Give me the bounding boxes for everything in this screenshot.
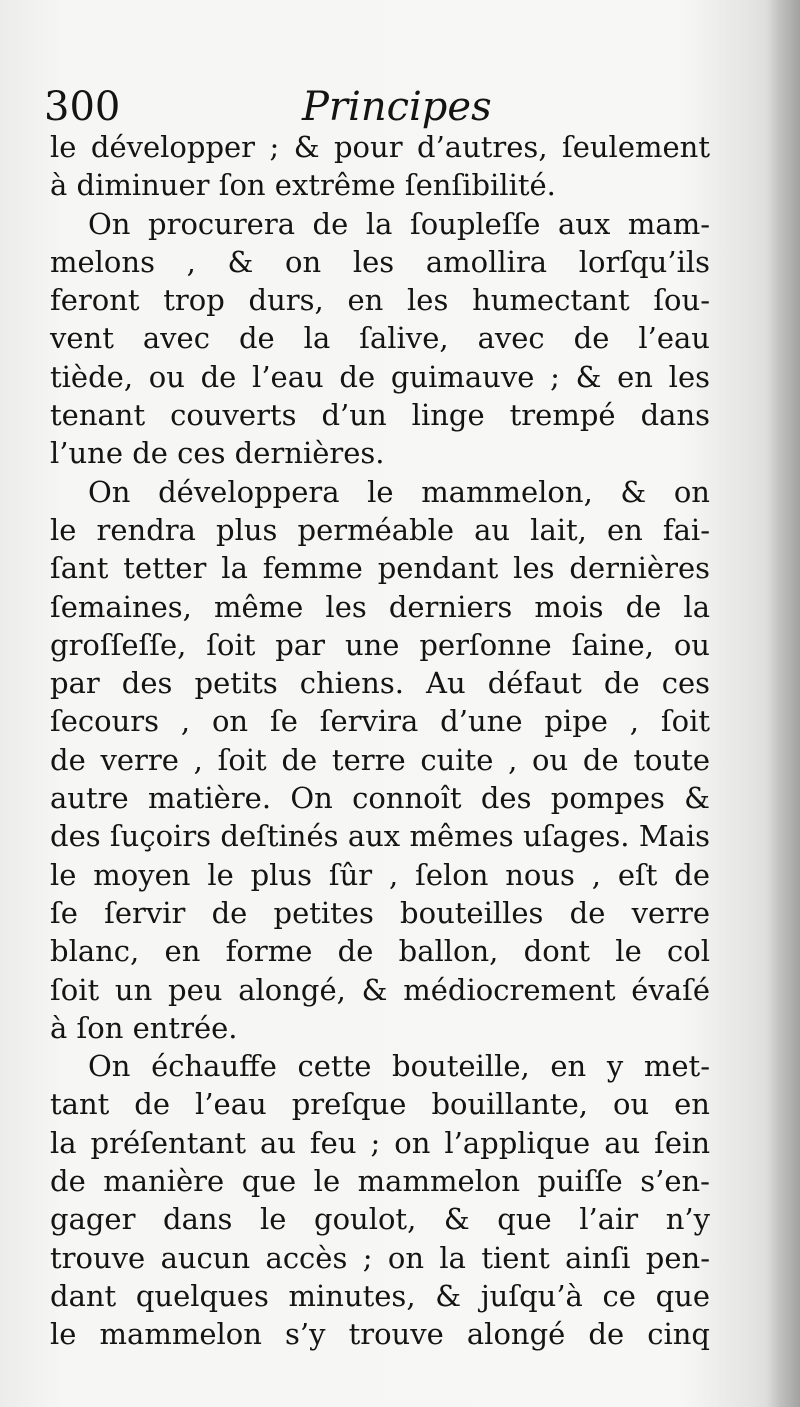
text-line: On développera le mammelon, & on bbox=[88, 474, 710, 509]
text-line: des ſuçoirs deſtinés aux mêmes uſages. Mais bbox=[50, 819, 710, 854]
text-line: dant quelques minutes, & juſqu’à ce que bbox=[50, 1278, 710, 1313]
text-line: On procurera de la ſoupleſſe aux mam- bbox=[88, 206, 710, 241]
text-line: le mammelon s’y trouve alongé de cinq bbox=[50, 1317, 710, 1352]
text-line: ſecours , on ſe ſervira d’une pipe , ſoit bbox=[50, 704, 710, 739]
text-line: ſe ſervir de petites bouteilles de verre bbox=[50, 895, 710, 930]
text-line: de verre , ſoit de terre cuite , ou de toute bbox=[50, 742, 710, 777]
text-line: tiède, ou de l’eau de guimauve ; & en les bbox=[50, 359, 710, 394]
text-line: le moyen le plus ſûr , ſelon nous , eſt de bbox=[50, 857, 710, 892]
text-line: le développer ; & pour d’autres, ſeulement bbox=[50, 130, 710, 164]
text-line: feront trop durs, en les humectant ſou- bbox=[50, 283, 710, 318]
text-line: tant de l’eau preſque bouillante, ou en bbox=[50, 1087, 710, 1122]
running-title: Principes bbox=[302, 84, 492, 130]
text-line: le rendra plus perméable au lait, en fai- bbox=[50, 512, 710, 547]
text-line: autre matière. On connoît des pompes & bbox=[50, 781, 710, 816]
text-line: à ſon entrée. bbox=[50, 1010, 238, 1045]
text-line: trouve aucun accès ; on la tient ainſi pen- bbox=[50, 1240, 710, 1275]
text-line: ſoit un peu alongé, & médiocrement évaſé bbox=[50, 972, 710, 1007]
text-line: ſemaines, même les derniers mois de la bbox=[50, 589, 710, 624]
page-number: 300 bbox=[44, 84, 121, 130]
text-line: On échauffe cette bouteille, en y met- bbox=[88, 1049, 710, 1084]
text-line: par des petits chiens. Au défaut de ces bbox=[50, 666, 710, 701]
text-line: vent avec de la ſalive, avec de l’eau bbox=[50, 321, 710, 356]
text-line: de manière que le mammelon puiſſe s’en- bbox=[50, 1164, 710, 1199]
text-line: groſſeſſe, ſoit par une perſonne ſaine, ou bbox=[50, 627, 710, 662]
text-line: ſant tetter la femme pendant les dernières bbox=[50, 551, 710, 586]
text-line: tenant couverts d’un linge trempé dans bbox=[50, 398, 710, 433]
page-header bbox=[44, 78, 744, 128]
body-text bbox=[50, 128, 710, 1354]
text-line: gager dans le goulot, & que l’air n’y bbox=[50, 1202, 710, 1237]
page-spine-shadow bbox=[766, 0, 800, 1407]
text-line: melons , & on les amollira lorſqu’ils bbox=[50, 244, 710, 279]
text-line: la préſentant au feu ; on l’applique au ſein bbox=[50, 1125, 710, 1160]
text-line: à diminuer ſon extrême ſenſibilité. bbox=[50, 168, 556, 203]
text-line: blanc, en forme de ballon, dont le col bbox=[50, 934, 710, 969]
text-line: l’une de ces dernières. bbox=[50, 436, 385, 471]
